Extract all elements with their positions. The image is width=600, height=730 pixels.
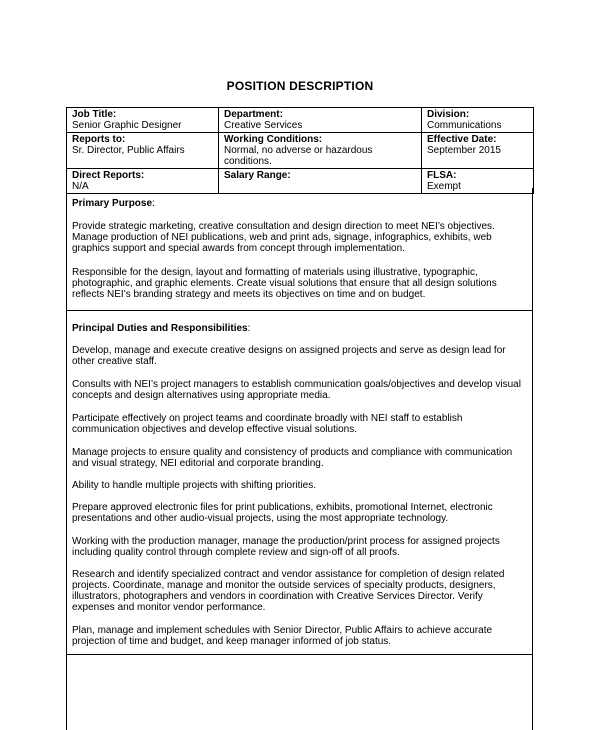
primary-purpose-heading: Primary Purpose: — [72, 198, 155, 209]
effective-date-cell — [422, 133, 534, 169]
job-title-cell — [67, 108, 219, 133]
division-value: Communications — [427, 120, 502, 131]
salary-range-label: Salary Range: — [224, 170, 291, 181]
duty-paragraph: Research and identify specialized contract and vendor assistance for completion of design related projects. Coordinate, manage and monitor the outside services of specialty products, designers, illustrators, photographers and vendors in coordination with Creative Services Director. Verify expenses and monitor vendor performance. — [72, 569, 505, 613]
primary-purpose-paragraph: Responsible for the design, layout and formatting of materials using illustrative, typographic, photographic, and graphic elements. Create visual solutions that ensure that all design solutions reflects NEI’s branding strategy and meets its objectives on time and on budget. — [72, 267, 497, 300]
reports-to-value: Sr. Director, Public Affairs — [72, 145, 185, 156]
duty-paragraph: Working with the production manager, manage the production/print process for assigned projects including quality control through complete review and sign-off of all proofs. — [72, 536, 500, 558]
position-header-table — [66, 107, 534, 194]
effective-date-value: September 2015 — [427, 145, 501, 156]
working-conditions-label: Working Conditions: — [224, 134, 323, 145]
job-title-value: Senior Graphic Designer — [72, 120, 182, 131]
duty-paragraph: Develop, manage and execute creative designs on assigned projects and serve as design lead for other creative staff. — [72, 345, 506, 367]
effective-date-label: Effective Date: — [427, 134, 497, 145]
division-label: Division: — [427, 109, 470, 120]
duty-paragraph: Consults with NEI’s project managers to establish communication goals/objectives and develop visual concepts and design alternatives using appropriate media. — [72, 379, 521, 401]
duty-paragraph: Participate effectively on project teams and coordinate broadly with NEI staff to establish communication objectives and develop effective visual solutions. — [72, 413, 463, 435]
reports-to-cell — [67, 133, 219, 169]
reports-to-label: Reports to: — [72, 134, 126, 145]
flsa-value: Exempt — [427, 181, 461, 192]
job-title-label: Job Title: — [72, 109, 117, 120]
primary-purpose-paragraph: Provide strategic marketing, creative consultation and design direction to meet NEI’s objectives. Manage production of NEI publications, web and print ads, signage, infographics, exhibits, web graphics support and special awards from concept through implementation. — [72, 221, 495, 254]
working-conditions-cell — [219, 133, 422, 169]
header-row — [67, 133, 534, 169]
section-divider — [67, 310, 532, 311]
section-divider — [67, 654, 532, 655]
department-cell — [219, 108, 422, 133]
duties-heading: Principal Duties and Responsibilities: — [72, 323, 251, 334]
duty-paragraph: Plan, manage and implement schedules with Senior Director, Public Affairs to achieve accurate projection of time and budget, and keep manager informed of job status. — [72, 625, 493, 647]
flsa-label: FLSA: — [427, 170, 457, 181]
description-body — [66, 188, 533, 730]
department-label: Department: — [224, 109, 283, 120]
division-cell — [422, 108, 534, 133]
duty-paragraph: Manage projects to ensure quality and consistency of products and compliance with communication and visual strategy, NEI editorial and corporate branding. — [72, 447, 513, 469]
direct-reports-label: Direct Reports: — [72, 170, 145, 181]
header-row — [67, 108, 534, 133]
duty-paragraph: Prepare approved electronic files for print publications, exhibits, promotional Internet, electronic presentations and other audio-visual projects, using the most appropriate technology. — [72, 502, 493, 524]
department-value: Creative Services — [224, 120, 303, 131]
document-title: POSITION DESCRIPTION — [226, 79, 374, 93]
duty-paragraph: Ability to handle multiple projects with shifting priorities. — [72, 480, 316, 491]
working-conditions-value: Normal, no adverse or hazardous conditions. — [224, 145, 373, 167]
direct-reports-value: N/A — [72, 181, 89, 192]
